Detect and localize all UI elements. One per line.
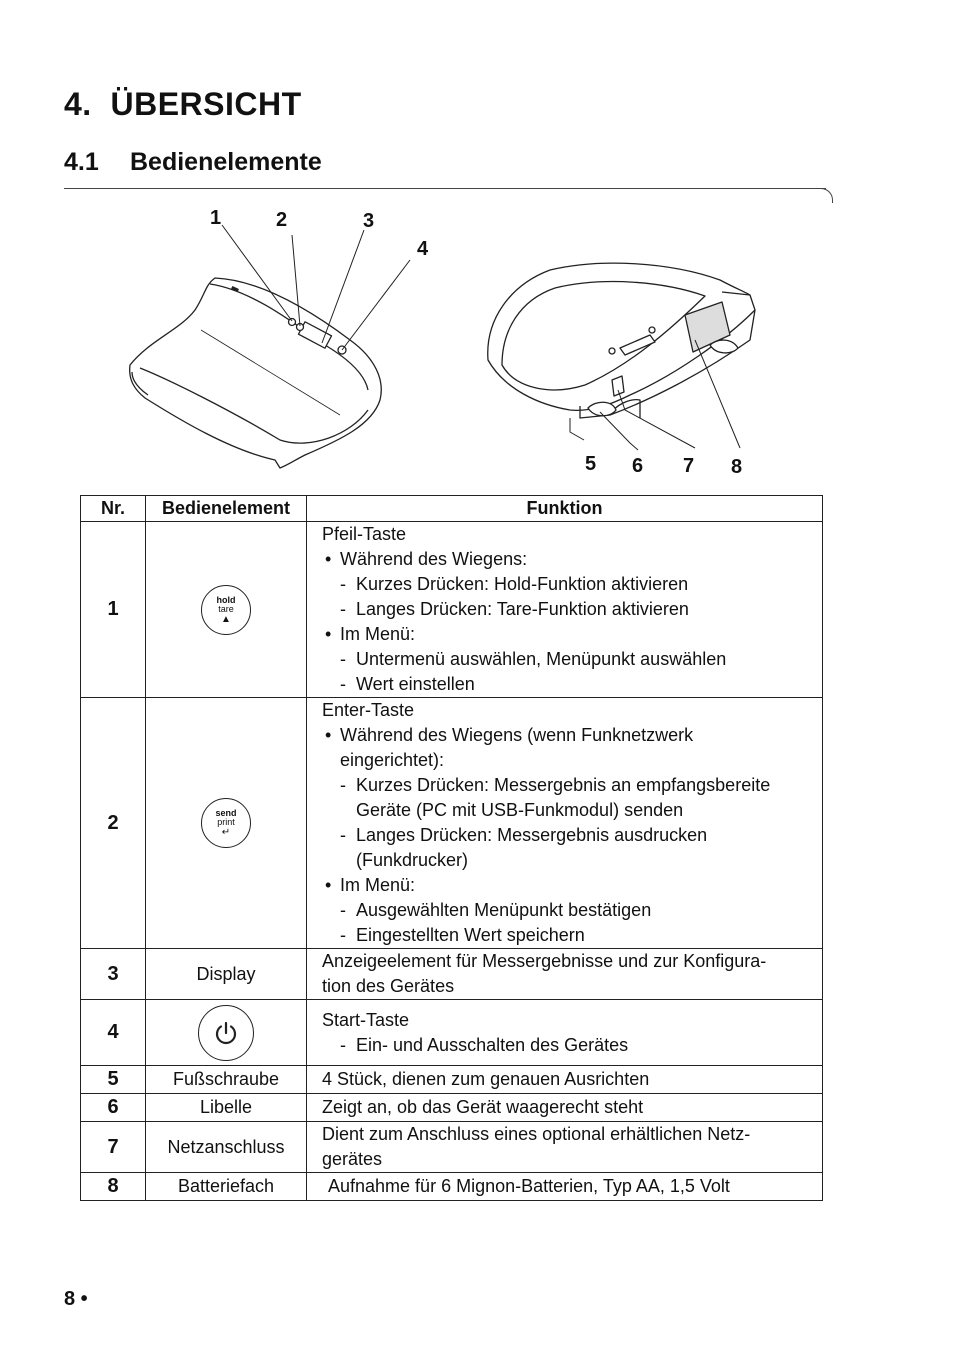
- dash-text: Wert einstellen: [356, 674, 475, 694]
- function-cell: Pfeil-Taste • Während des Wiegens: - Kurzes Drücken: Hold-Funktion aktivieren - Langes Drücken: Tare-Funktion aktivieren • Im Menü: - Untermenü auswählen, Menüpunkt auswählen - Wert einstellen: [307, 522, 823, 698]
- header-nr: Nr.: [81, 496, 146, 522]
- row-number: 7: [81, 1122, 146, 1173]
- send-print-button-icon: send print ↵: [201, 798, 251, 848]
- callout-5: 5: [585, 453, 597, 475]
- bullet-text: Im Menü:: [340, 875, 416, 895]
- function-text: Zeigt an, ob das Gerät waagerecht steht: [307, 1094, 823, 1122]
- row-number: 1: [81, 522, 146, 698]
- row-number: 5: [81, 1066, 146, 1094]
- heading-number: 4.: [64, 86, 92, 122]
- section-title: Bedienelemente: [130, 148, 322, 176]
- header-function: Funktion: [307, 496, 823, 522]
- hold-tare-button-icon: hold tare ▲: [201, 585, 251, 635]
- function-text: gerätes: [322, 1149, 383, 1169]
- function-text: 4 Stück, dienen zum genauen Ausrichten: [307, 1066, 823, 1094]
- section-number: 4.1: [64, 148, 99, 176]
- function-cell: [307, 1122, 823, 1173]
- function-cell: [307, 949, 823, 1000]
- table-row: [81, 1094, 823, 1122]
- dash-text-continued: Geräte (PC mit USB-Funkmodul) senden: [356, 800, 684, 820]
- scale-front-view: [130, 278, 382, 468]
- callout-3: 3: [363, 210, 375, 232]
- callout-1: 1: [210, 207, 222, 229]
- function-cell: Enter-Taste • Während des Wiegens (wenn Funknetzwerk eingerichtet): - Kurzes Drücken: Messergebnis an empfangsbereite Geräte (PC mit USB-Funkmodul) senden - Langes Drücken: Messergebnis ausdrucken (Funkdrucker) • Im Menü: - Ausgewählten Menüpunkt bestätigen - Eingestellten Wert speichern: [307, 698, 823, 949]
- dash-text-continued: (Funkdrucker): [356, 850, 469, 870]
- table-row: [81, 698, 823, 949]
- table-row: [81, 1000, 823, 1066]
- element-name: Libelle: [146, 1094, 307, 1122]
- dash-text: Eingestellten Wert speichern: [356, 925, 585, 945]
- section-heading: [64, 148, 322, 177]
- callout-7: 7: [683, 455, 695, 477]
- page-number: 8 •: [64, 1288, 88, 1310]
- row-number: 6: [81, 1094, 146, 1122]
- device-illustration: [110, 200, 770, 485]
- bullet-text: Im Menü:: [340, 624, 416, 644]
- bullet-text: Während des Wiegens (wenn Funknetzwerk: [340, 725, 694, 745]
- row-number: 4: [81, 1000, 146, 1066]
- section-divider-corner: [818, 188, 833, 203]
- table-row: [81, 1066, 823, 1094]
- dash-text: Ausgewählten Menüpunkt bestätigen: [356, 900, 652, 920]
- dash-text: Kurzes Drücken: Hold-Funktion aktivieren: [356, 574, 689, 594]
- power-button-icon: [198, 1005, 254, 1061]
- callout-4: 4: [417, 238, 429, 260]
- page-heading: [64, 86, 302, 123]
- callout-6: 6: [632, 455, 644, 477]
- table-row: [81, 1173, 823, 1201]
- function-text: Anzeigeelement für Messergebnisse und zur Konfigura-: [322, 951, 767, 971]
- table-row: [81, 949, 823, 1000]
- row-number: 8: [81, 1173, 146, 1201]
- dash-text: Langes Drücken: Messergebnis ausdrucken: [356, 825, 708, 845]
- function-title: Start-Taste: [322, 1009, 410, 1030]
- element-name: Display: [146, 949, 307, 1000]
- row-number: 2: [81, 698, 146, 949]
- element-name: Batteriefach: [146, 1173, 307, 1201]
- function-title: Pfeil-Taste: [322, 524, 407, 544]
- callout-8: 8: [731, 456, 743, 478]
- scale-rear-view: [488, 263, 755, 418]
- callout-2: 2: [276, 209, 288, 231]
- function-text: Aufnahme für 6 Mignon-Batterien, Typ AA, 1,5 Volt: [307, 1173, 823, 1201]
- row-number: 3: [81, 949, 146, 1000]
- dash-text: Langes Drücken: Tare-Funktion aktivieren: [356, 599, 689, 619]
- bullet-text-continued: eingerichtet):: [340, 750, 445, 770]
- section-divider: [64, 188, 826, 189]
- function-text: Dient zum Anschluss eines optional erhältlichen Netz-: [322, 1124, 751, 1144]
- table-row: [81, 1122, 823, 1173]
- table-header-row: [81, 496, 823, 522]
- dash-text: Ein- und Ausschalten des Gerätes: [356, 1034, 629, 1055]
- header-element: Bedienelement: [146, 496, 307, 522]
- controls-table: [80, 495, 823, 1201]
- bullet-text: Während des Wiegens:: [340, 549, 528, 569]
- table-row: [81, 522, 823, 698]
- element-name: Netzanschluss: [146, 1122, 307, 1173]
- function-title: Enter-Taste: [322, 700, 415, 720]
- function-cell: Start-Taste - Ein- und Ausschalten des Gerätes: [307, 1000, 823, 1066]
- function-text: tion des Gerätes: [322, 976, 455, 996]
- power-symbol-icon: [213, 1020, 239, 1046]
- dash-text: Untermenü auswählen, Menüpunkt auswählen: [356, 649, 727, 669]
- heading-title: ÜBERSICHT: [110, 86, 302, 122]
- element-name: Fußschraube: [146, 1066, 307, 1094]
- dash-text: Kurzes Drücken: Messergebnis an empfangsbereite: [356, 775, 771, 795]
